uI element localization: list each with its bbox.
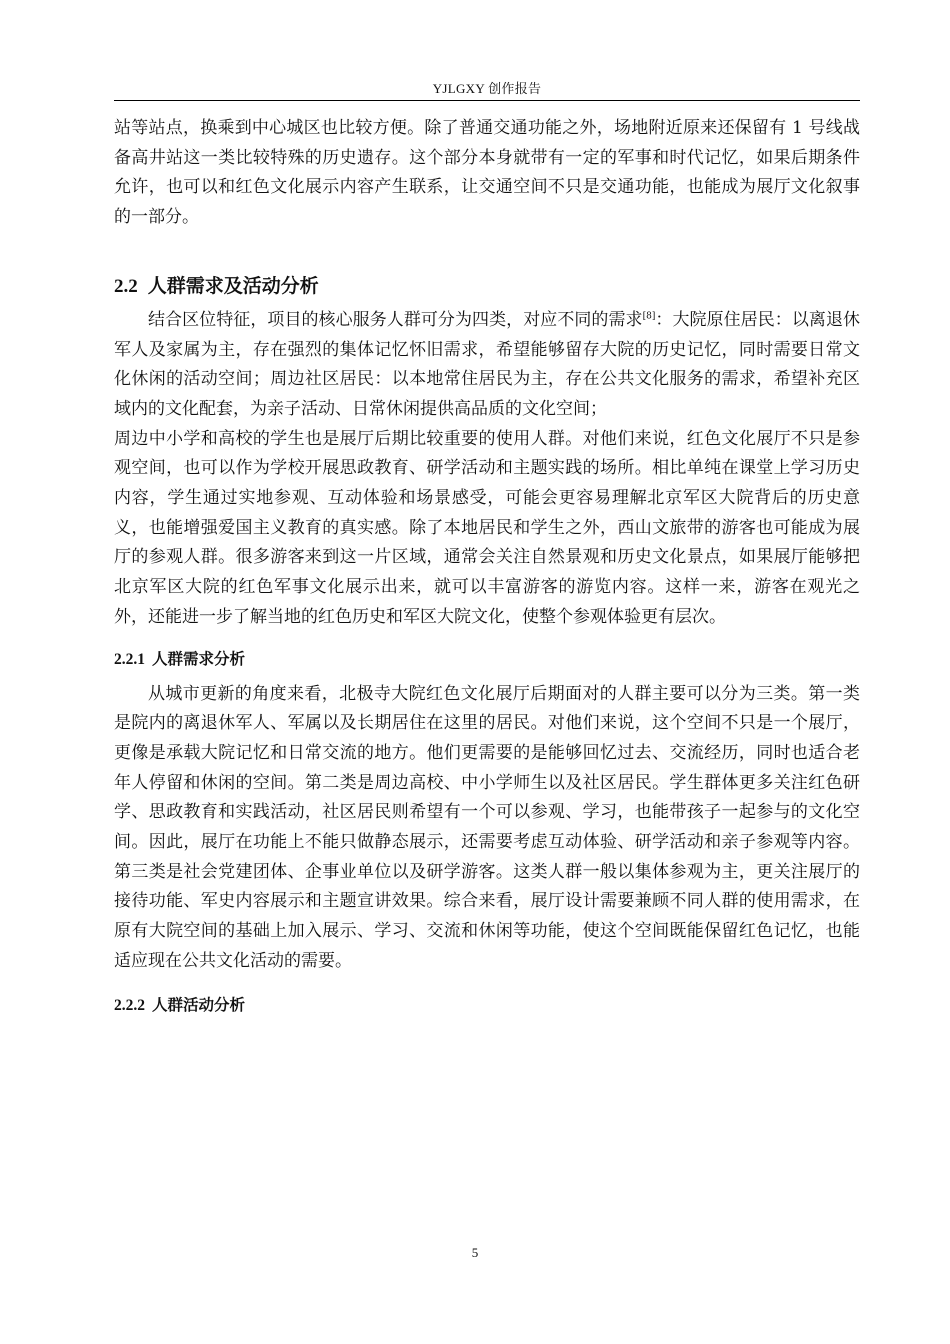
section-title: 人群活动分析	[152, 995, 246, 1014]
paragraph-text: 结合区位特征，项目的核心服务人群可分为四类，对应不同的需求	[148, 309, 643, 330]
intro-paragraph: 站等站点，换乘到中心城区也比较方便。除了普通交通功能之外，场地附近原来还保留有 1 号线战备高井站这一类比较特殊的历史遗存。这个部分本身就带有一定的军事和时代记忆，如果后期条件允许，也可以和红色文化展示内容产生联系，让交通空间不只是交通功能，也能成为展厅文化叙事的一部分。	[114, 118, 860, 228]
page-body	[114, 110, 860, 1020]
page-number: 5	[471, 1245, 479, 1260]
section-title: 人群需求及活动分析	[147, 274, 319, 297]
section-title: 人群需求分析	[152, 649, 246, 668]
header-rule	[114, 100, 860, 101]
section-heading-2-2-2	[114, 991, 860, 1020]
section-number: 2.2	[114, 275, 138, 297]
paragraph-audience-groups	[114, 306, 860, 425]
section-number: 2.2.1	[114, 650, 145, 668]
paragraph-students-tourists: 周边中小学和高校的学生也是展厅后期比较重要的使用人群。对他们来说，红色文化展厅不只是参观空间，也可以作为学校开展思政教育、研学活动和主题实践的场所。相比单纯在课堂上学习历史内容，学生通过实地参观、互动体验和场景感受，可能会更容易理解北京军区大院背后的历史意义，也能增强爱国主义教育的真实感。除了本地居民和学生之外，西山文旅带的游客也可能成为展厅的参观人群。很多游客来到这一片区域，通常会关注自然景观和历史文化景点，如果展厅能够把北京军区大院的红色军事文化展示出来，就可以丰富游客的游览内容。这样一来，游客在观光之外，还能进一步了解当地的红色历史和军区大院文化，使整个参观体验更有层次。	[114, 428, 860, 627]
section-heading-2-2	[114, 271, 860, 302]
section-heading-2-2-1	[114, 645, 860, 674]
paragraph-needs-analysis: 从城市更新的角度来看，北极寺大院红色文化展厅后期面对的人群主要可以分为三类。第一类是院内的离退休军人、军属以及长期居住在这里的居民。对他们来说，这个空间不只是一个展厅，更像是承载大院记忆和日常交流的地方。他们更需要的是能够回忆过去、交流经历，同时也适合老年人停留和休闲的空间。第二类是周边高校、中小学师生以及社区居民。学生群体更多关注红色研学、思政教育和实践活动，社区居民则希望有一个可以参观、学习，也能带孩子一起参与的文化空间。因此，展厅在功能上不能只做静态展示，还需要考虑互动体验、研学活动和亲子参观等内容。第三类是社会党建团体、企事业单位以及研学游客。这类人群一般以集体参观为主，更关注展厅的接待功能、军史内容展示和主题宣讲效果。综合来看，展厅设计需要兼顾不同人群的使用需求，在原有大院空间的基础上加入展示、学习、交流和休闲等功能，使这个空间既能保留红色记忆，也能适应现在公共文化活动的需要。	[114, 683, 860, 971]
paragraph-text: ：大院原住居民：以离退休军人及家属为主，存在强烈的集体记忆怀旧需求，希望能够留存大院的历史记忆，同时需要日常文化休闲的活动空间；周边社区居民：以本地常住居民为主，存在公共文化服务的需求，希望补充区域内的文化配套，为亲子活动、日常休闲提供高品质的文化空间；	[114, 309, 861, 419]
citation-reference: [8]	[642, 311, 656, 322]
section-number: 2.2.2	[114, 996, 145, 1014]
running-header: YJLGXY 创作报告	[432, 81, 542, 96]
